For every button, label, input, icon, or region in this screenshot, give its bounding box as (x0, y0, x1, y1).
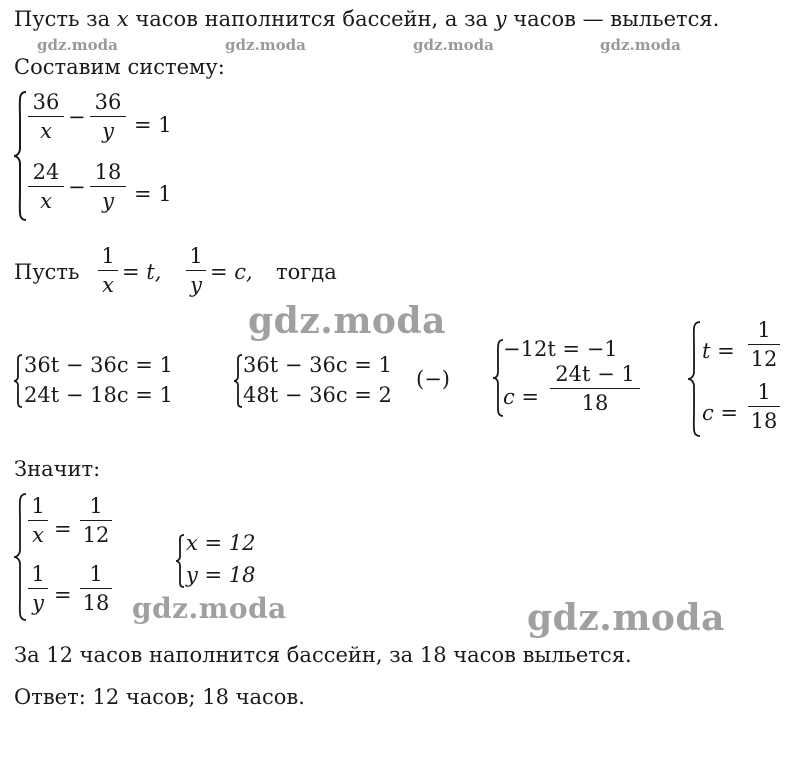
numerator: 1 (31, 494, 45, 518)
compose-heading: Составим систему: (14, 55, 225, 79)
fraction (80, 494, 112, 547)
denominator: x (102, 273, 114, 298)
denominator: x (32, 523, 44, 548)
denominator: y (102, 119, 114, 144)
equals: = (54, 583, 72, 607)
left-brace (12, 492, 28, 622)
left-brace (12, 353, 24, 409)
fraction (80, 562, 112, 615)
numerator: 1 (189, 244, 203, 268)
rhs: = 1 (134, 182, 172, 206)
denominator: x (40, 119, 52, 144)
watermark: gdz.moda (225, 36, 306, 54)
result-x: x = 12 (186, 531, 256, 555)
var-x: x (116, 7, 129, 31)
watermark: gdz.moda (248, 300, 446, 342)
equation: 36t − 36c = 1 (243, 353, 392, 377)
fraction (28, 562, 48, 615)
text: часов наполнится бассейн, а за (128, 7, 495, 31)
minus: − (68, 175, 86, 199)
c-lhs: c = (702, 401, 739, 425)
let-word: Пусть (14, 260, 80, 284)
var-y: y (494, 7, 507, 31)
c-lhs: c = (503, 385, 540, 409)
eq-c: = c, (210, 260, 253, 284)
numerator: 1 (757, 380, 771, 404)
t-lhs: t = (702, 339, 735, 363)
denominator: 18 (581, 391, 609, 416)
text: часов — выльется. (506, 7, 720, 31)
numerator: 36 (32, 90, 60, 114)
fraction (28, 160, 64, 213)
fraction (748, 318, 780, 371)
left-brace (686, 320, 702, 438)
then-word: тогда (276, 260, 337, 284)
left-brace (174, 533, 186, 589)
denominator: 18 (82, 591, 110, 616)
minus: − (68, 105, 86, 129)
fraction (90, 90, 126, 143)
denominator: x (40, 189, 52, 214)
equation: 48t − 36c = 2 (243, 383, 392, 407)
equation: 24t − 18c = 1 (24, 383, 173, 407)
watermark: gdz.moda (600, 36, 681, 54)
fraction (550, 362, 640, 415)
denominator: 18 (750, 409, 778, 434)
rhs: = 1 (134, 113, 172, 137)
watermark: gdz.moda (37, 36, 118, 54)
watermark: gdz.moda (413, 36, 494, 54)
left-brace (12, 90, 28, 222)
numerator: 36 (94, 90, 122, 114)
intro-line (14, 6, 719, 32)
fraction (28, 494, 48, 547)
numerator: 18 (94, 160, 122, 184)
numerator: 1 (101, 244, 115, 268)
result-y: y = 18 (186, 563, 256, 587)
numerator: 1 (89, 494, 103, 518)
numerator: 24 (32, 160, 60, 184)
answer: Ответ: 12 часов; 18 часов. (14, 685, 305, 709)
equation: 36t − 36c = 1 (24, 353, 173, 377)
watermark: gdz.moda (132, 592, 287, 625)
fraction (90, 160, 126, 213)
conclusion: За 12 часов наполнится бассейн, за 18 часов выльется. (14, 643, 632, 667)
numerator: 24t − 1 (555, 362, 635, 386)
fraction (98, 244, 118, 297)
denominator: y (102, 189, 114, 214)
therefore-heading: Значит: (14, 457, 101, 481)
equation: −12t = −1 (503, 337, 618, 361)
fraction (28, 90, 64, 143)
text: Пусть за (14, 7, 117, 31)
fraction (748, 380, 780, 433)
numerator: 1 (89, 562, 103, 586)
denominator: 12 (750, 347, 778, 372)
fraction (186, 244, 206, 297)
denominator: y (190, 273, 202, 298)
numerator: 1 (757, 318, 771, 342)
numerator: 1 (31, 562, 45, 586)
equals: = (54, 517, 72, 541)
eq-t: = t, (122, 260, 162, 284)
denominator: y (32, 591, 44, 616)
denominator: 12 (82, 523, 110, 548)
subtract-op: (−) (416, 367, 450, 391)
watermark: gdz.moda (527, 597, 725, 639)
